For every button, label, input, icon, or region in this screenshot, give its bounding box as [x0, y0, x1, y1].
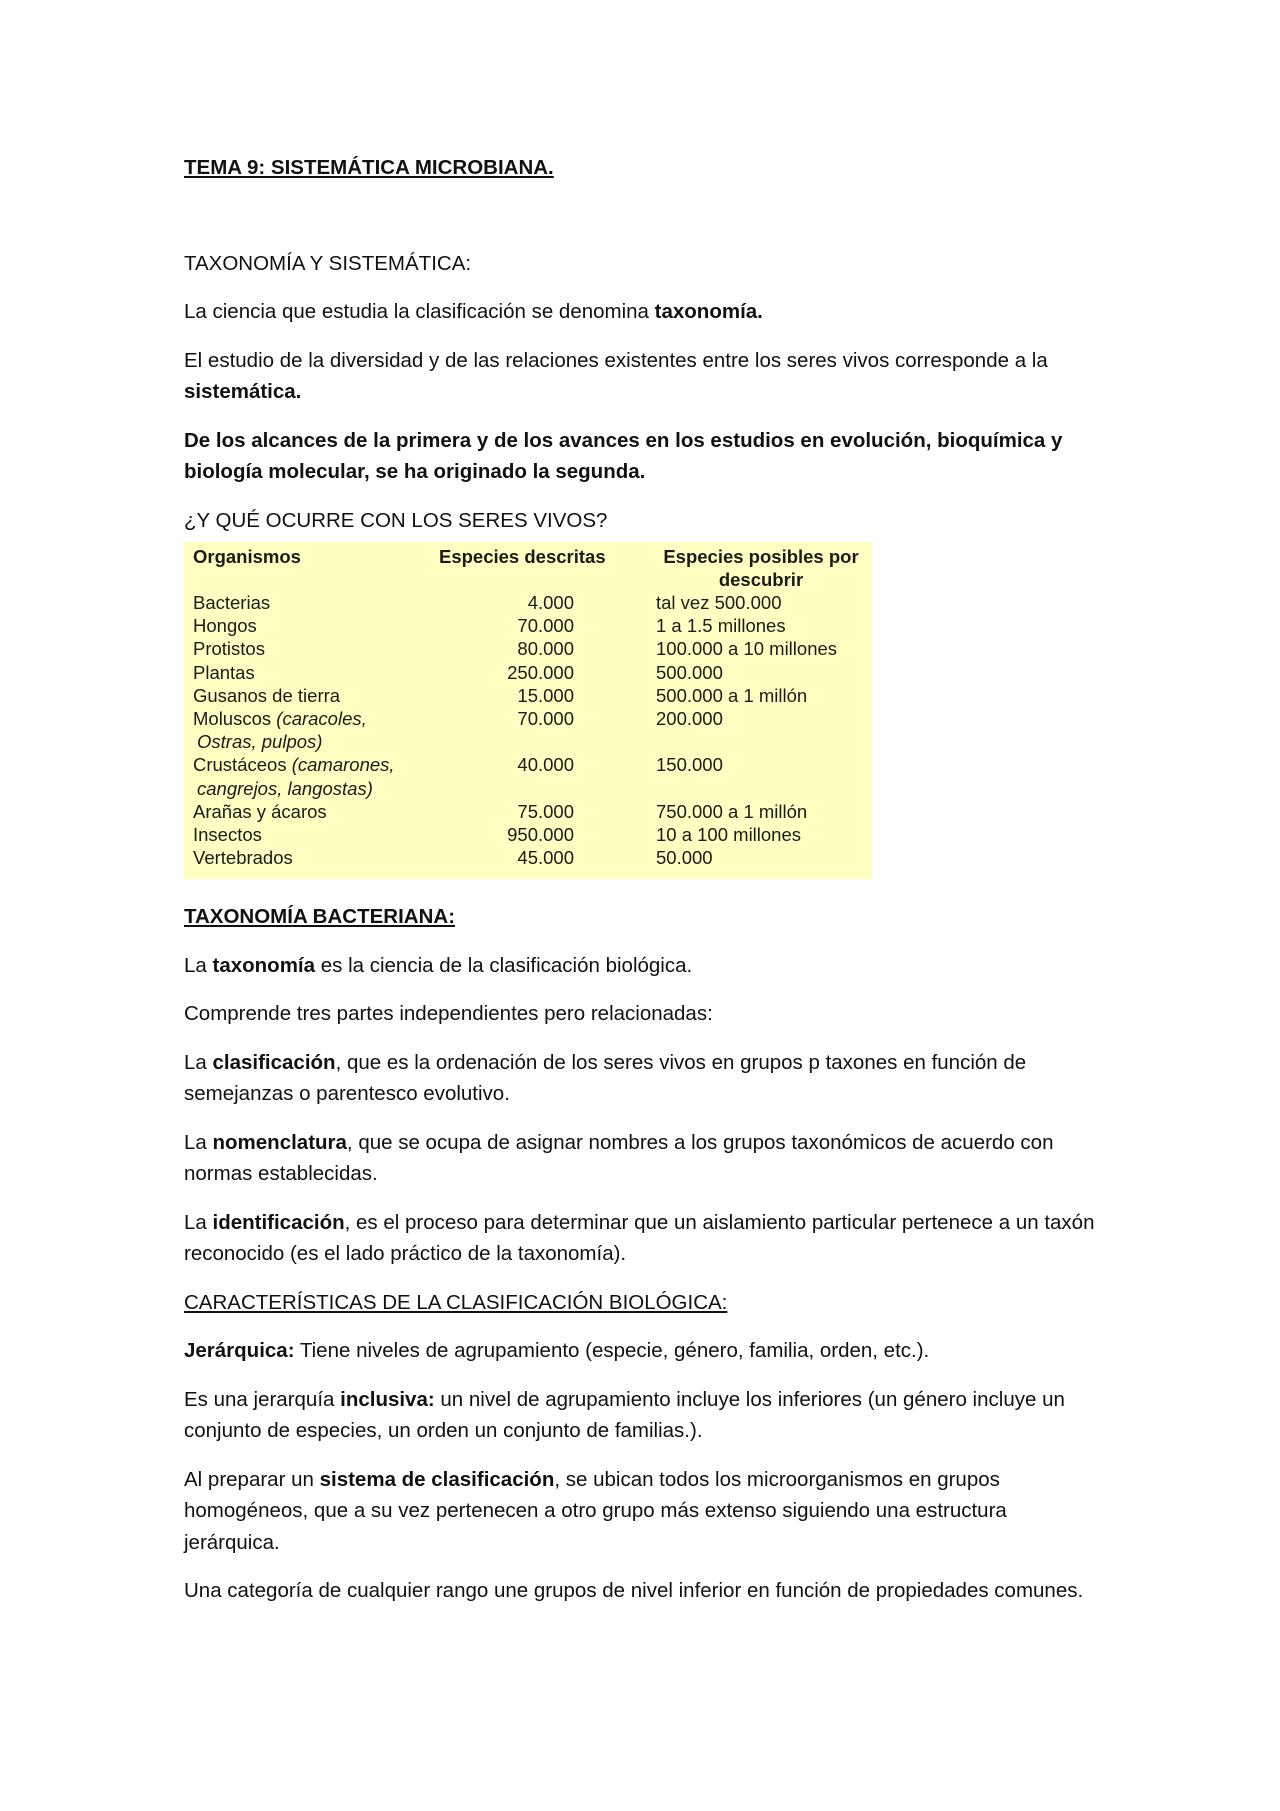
organism-examples: (caracoles,	[276, 707, 367, 729]
paragraph-categoria: Una categoría de cualquier rango une grupos de nivel inferior en función de propiedades comunes.	[184, 1579, 1084, 1602]
table-cell-described: 250.000	[507, 661, 574, 683]
table-row	[184, 614, 872, 637]
table-cell-possible: 200.000	[656, 707, 723, 729]
organism-name: Gusanos de tierra	[193, 684, 341, 706]
table-header-possible: Especies posibles por descubrir	[663, 546, 859, 591]
paragraph-nomenclatura: La nomenclatura, que se ocupa de asignar nombres a los grupos taxonómicos de acuerdo con normas establecidas.	[184, 1130, 1054, 1185]
table-cell-possible: 750.000 a 1 millón	[656, 800, 808, 822]
table-cell-described: 80.000	[517, 638, 574, 660]
table-cell-possible: 100.000 a 10 millones	[656, 638, 838, 660]
paragraph-identificacion: La identificación, es el proceso para determinar que un aislamiento particular pertenece a un taxón reconocido (es el lado práctico de la taxonomía).	[184, 1210, 1095, 1265]
section-heading-caracteristicas: CARACTERÍSTICAS DE LA CLASIFICACIÓN BIOLÓGICA:	[184, 1290, 728, 1314]
organism-examples: (camarones,	[291, 754, 395, 776]
table-cell-organism	[193, 846, 433, 869]
table-row	[184, 707, 872, 753]
organism-name: Protistos	[193, 638, 265, 660]
organism-name: Moluscos	[193, 707, 277, 729]
table-row	[184, 637, 872, 660]
table-cell-described: 40.000	[517, 754, 574, 776]
paragraph-sistema-clasificacion: Al preparar un sistema de clasificación, se ubican todos los microorganismos en grupos homogéneos, que a su vez pertenecen a otro grupo más extenso siguiendo una estructura jerárquica.	[184, 1467, 1007, 1554]
table-header-described: Especies descritas	[439, 546, 606, 567]
table-row	[184, 591, 872, 614]
table-cell-described: 70.000	[517, 707, 574, 729]
paragraph-clasificacion: La clasificación, que es la ordenación de los seres vivos en grupos p taxones en función de semejanzas o parentesco evolutivo.	[184, 1050, 1027, 1105]
paragraph-taxonomia-science: La taxonomía es la ciencia de la clasificación biológica.	[184, 953, 693, 977]
section-heading-taxonomia-sistematica: TAXONOMÍA Y SISTEMÁTICA:	[184, 251, 472, 275]
table-cell-possible: 500.000	[656, 661, 723, 683]
table-cell-organism	[193, 661, 433, 684]
section-heading-taxonomia-bacteriana: TAXONOMÍA BACTERIANA:	[184, 905, 456, 928]
page-title: TEMA 9: SISTEMÁTICA MICROBIANA.	[184, 156, 554, 179]
table-row	[184, 823, 872, 846]
question-heading: ¿Y QUÉ OCURRE CON LOS SERES VIVOS?	[184, 508, 608, 532]
table-cell-organism	[193, 591, 433, 614]
organism-name: Arañas y ácaros	[193, 800, 327, 822]
table-cell-organism	[193, 823, 433, 846]
table-cell-described: 4.000	[527, 592, 574, 613]
table-cell-possible: 150.000	[656, 754, 723, 776]
table-row	[184, 846, 872, 869]
organism-examples-continued: cangrejos, langostas)	[197, 777, 373, 799]
paragraph-origin: De los alcances de la primera y de los avances en los estudios en evolución, bioquímica y biología molecular, se ha originado la segunda.	[184, 428, 1063, 483]
table-cell-described: 70.000	[517, 615, 574, 637]
table-row	[184, 753, 872, 799]
table-rows	[184, 591, 872, 869]
table-cell-possible: 1 a 1.5 millones	[656, 615, 786, 637]
organism-examples-continued: Ostras, pulpos)	[197, 731, 323, 753]
table-cell-organism	[193, 800, 433, 823]
table-cell-possible: 500.000 a 1 millón	[656, 684, 808, 706]
table-row	[184, 800, 872, 823]
organism-name: Insectos	[193, 823, 262, 845]
organism-name: Vertebrados	[193, 847, 293, 869]
document-body	[184, 152, 1104, 1624]
paragraph-sistematica-definition: El estudio de la diversidad y de las relaciones existentes entre los seres vivos corresponde a la sistemática.	[184, 348, 1048, 403]
table-cell-organism	[193, 753, 433, 799]
organism-name: Bacterias	[193, 592, 271, 613]
organism-name: Crustáceos	[193, 754, 292, 776]
organism-name: Plantas	[193, 661, 255, 683]
table-cell-organism	[193, 614, 433, 637]
table-cell-described: 15.000	[517, 684, 574, 706]
species-table	[184, 542, 872, 879]
table-cell-possible: 10 a 100 millones	[656, 823, 802, 845]
table-cell-organism	[193, 637, 433, 660]
table-row	[184, 684, 872, 707]
table-header-organisms: Organismos	[193, 546, 301, 567]
paragraph-taxonomia-definition: La ciencia que estudia la clasificación se denomina taxonomía.	[184, 300, 763, 323]
paragraph-inclusiva: Es una jerarquía inclusiva: un nivel de agrupamiento incluye los inferiores (un género incluye un conjunto de especies, un orden un conjunto de familias.).	[184, 1387, 1065, 1442]
table-cell-organism	[193, 684, 433, 707]
paragraph-three-parts: Comprende tres partes independientes pero relacionadas:	[184, 1002, 713, 1025]
paragraph-jerarquica: Jerárquica: Tiene niveles de agrupamiento (especie, género, familia, orden, etc.).	[184, 1339, 930, 1362]
table-cell-described: 950.000	[507, 823, 574, 845]
table-cell-possible: 50.000	[656, 847, 713, 869]
table-cell-possible: tal vez 500.000	[656, 592, 782, 613]
table-cell-organism	[193, 707, 433, 753]
table-cell-described: 45.000	[517, 847, 574, 869]
table-row	[184, 661, 872, 684]
organism-name: Hongos	[193, 615, 257, 637]
table-cell-described: 75.000	[517, 800, 574, 822]
